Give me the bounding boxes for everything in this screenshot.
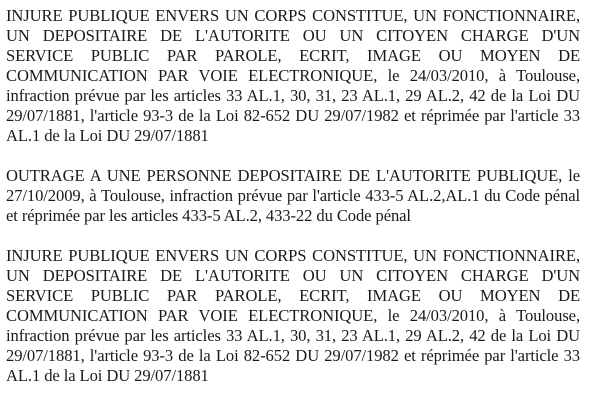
offense-paragraph-outrage: OUTRAGE A UNE PERSONNE DEPOSITAIRE DE L'AUTORITE PUBLIQUE, le 27/10/2009, à Toulouse, infraction prévue par l'article 433-5 AL.2,AL.1 du Code pénal et réprimée par les articles 433-5 AL.2, 433-22 du Code pénal [6, 166, 580, 225]
offense-paragraph-injure-2: INJURE PUBLIQUE ENVERS UN CORPS CONSTITUE, UN FONCTIONNAIRE, UN DEPOSITAIRE DE L'AUTORITE OU UN CITOYEN CHARGE D'UN SERVICE PUBLIC PAR PAROLE, ECRIT, IMAGE OU MOYEN DE COMMUNICATION PAR VOIE ELECTRONIQUE, le 24/03/2010, à Toulouse, infraction prévue par les articles 33 AL.1, 30, 31, 23 AL.1, 29 AL.2, 42 de la Loi DU 29/07/1881, l'article 93-3 de la Loi 82-652 DU 29/07/1982 et réprimée par l'article 33 AL.1 de la Loi DU 29/07/1881 [6, 246, 580, 385]
offense-paragraph-injure-1: INJURE PUBLIQUE ENVERS UN CORPS CONSTITUE, UN FONCTIONNAIRE, UN DEPOSITAIRE DE L'AUTORITE OU UN CITOYEN CHARGE D'UN SERVICE PUBLIC PAR PAROLE, ECRIT, IMAGE OU MOYEN DE COMMUNICATION PAR VOIE ELECTRONIQUE, le 24/03/2010, à Toulouse, infraction prévue par les articles 33 AL.1, 30, 31, 23 AL.1, 29 AL.2, 42 de la Loi DU 29/07/1881, l'article 93-3 de la Loi 82-652 DU 29/07/1982 et réprimée par l'article 33 AL.1 de la Loi DU 29/07/1881 [6, 6, 580, 145]
document-page [6, 6, 580, 386]
